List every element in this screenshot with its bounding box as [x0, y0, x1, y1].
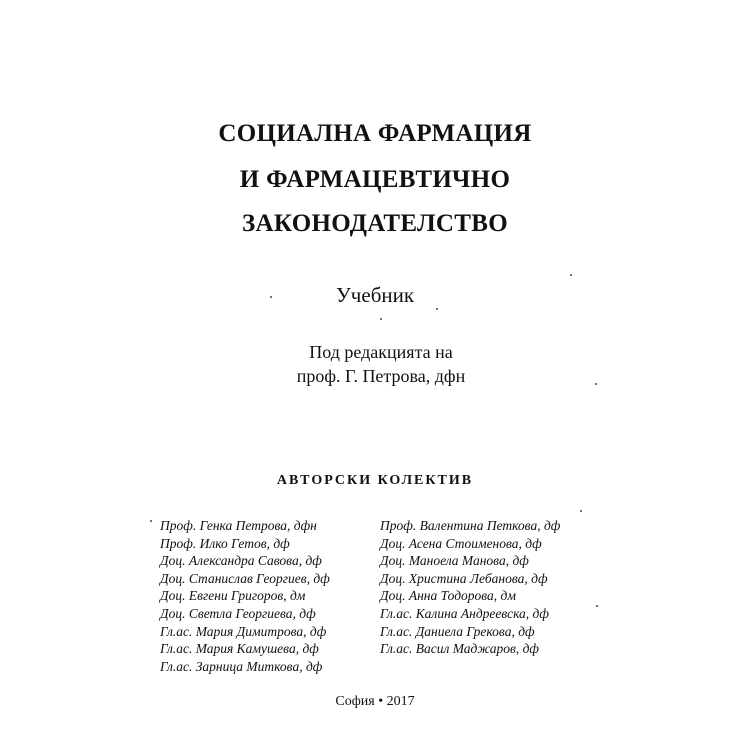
author-item: Доц. Маноела Манова, дф: [380, 553, 529, 569]
scan-speck: [436, 308, 438, 310]
author-item: Гл.ас. Зарница Миткова, дф: [160, 658, 323, 674]
scan-speck: [580, 510, 582, 512]
author-item: Гл.ас. Васил Маджаров, дф: [380, 641, 540, 657]
scan-speck: [380, 318, 382, 320]
author-item: Доц. Асена Стоименова, дф: [380, 535, 542, 551]
scan-speck: [595, 383, 597, 385]
scan-speck: [596, 605, 598, 607]
scan-speck: [270, 296, 272, 298]
author-item: Доц. Христина Лебанова, дф: [380, 570, 548, 586]
author-item: Проф. Илко Гетов, дф: [160, 535, 290, 551]
scan-speck: [570, 274, 572, 276]
book-title-line-2: И ФАРМАЦЕВТИЧНО: [239, 166, 511, 193]
author-item: Доц. Евгени Григоров, дм: [160, 588, 306, 604]
author-item: Доц. Светла Георгиева, дф: [160, 605, 316, 621]
author-item: Проф. Генка Петрова, дфн: [160, 518, 317, 533]
author-item: Гл.ас. Калина Андреевска, дф: [380, 605, 549, 621]
editor-line-2: проф. Г. Петрова, дфн: [296, 366, 466, 386]
imprint-footer: София • 2017: [335, 694, 415, 709]
author-item: Доц. Станислав Георгиев, дф: [160, 570, 330, 586]
author-item: Гл.ас. Мария Камушева, дф: [160, 641, 319, 657]
author-item: Гл.ас. Даниела Грекова, дф: [380, 623, 535, 639]
collective-heading: АВТОРСКИ КОЛЕКТИВ: [276, 473, 474, 488]
editor-line-1: Под редакцията на: [309, 342, 453, 362]
authors-right-column: [380, 517, 560, 658]
book-title-line-3: ЗАКОНОДАТЕЛСТВО: [242, 210, 508, 237]
book-subtitle: Учебник: [335, 283, 415, 307]
book-title-line-1: СОЦИАЛНА ФАРМАЦИЯ: [218, 120, 532, 147]
author-item: Гл.ас. Мария Димитрова, дф: [160, 623, 327, 639]
author-item: Доц. Александра Савова, дф: [160, 553, 322, 569]
author-item: Доц. Анна Тодорова, дм: [380, 588, 516, 604]
authors-left-column: [160, 517, 330, 675]
author-item: Проф. Валентина Петкова, дф: [380, 518, 561, 533]
scan-speck: [150, 520, 152, 522]
